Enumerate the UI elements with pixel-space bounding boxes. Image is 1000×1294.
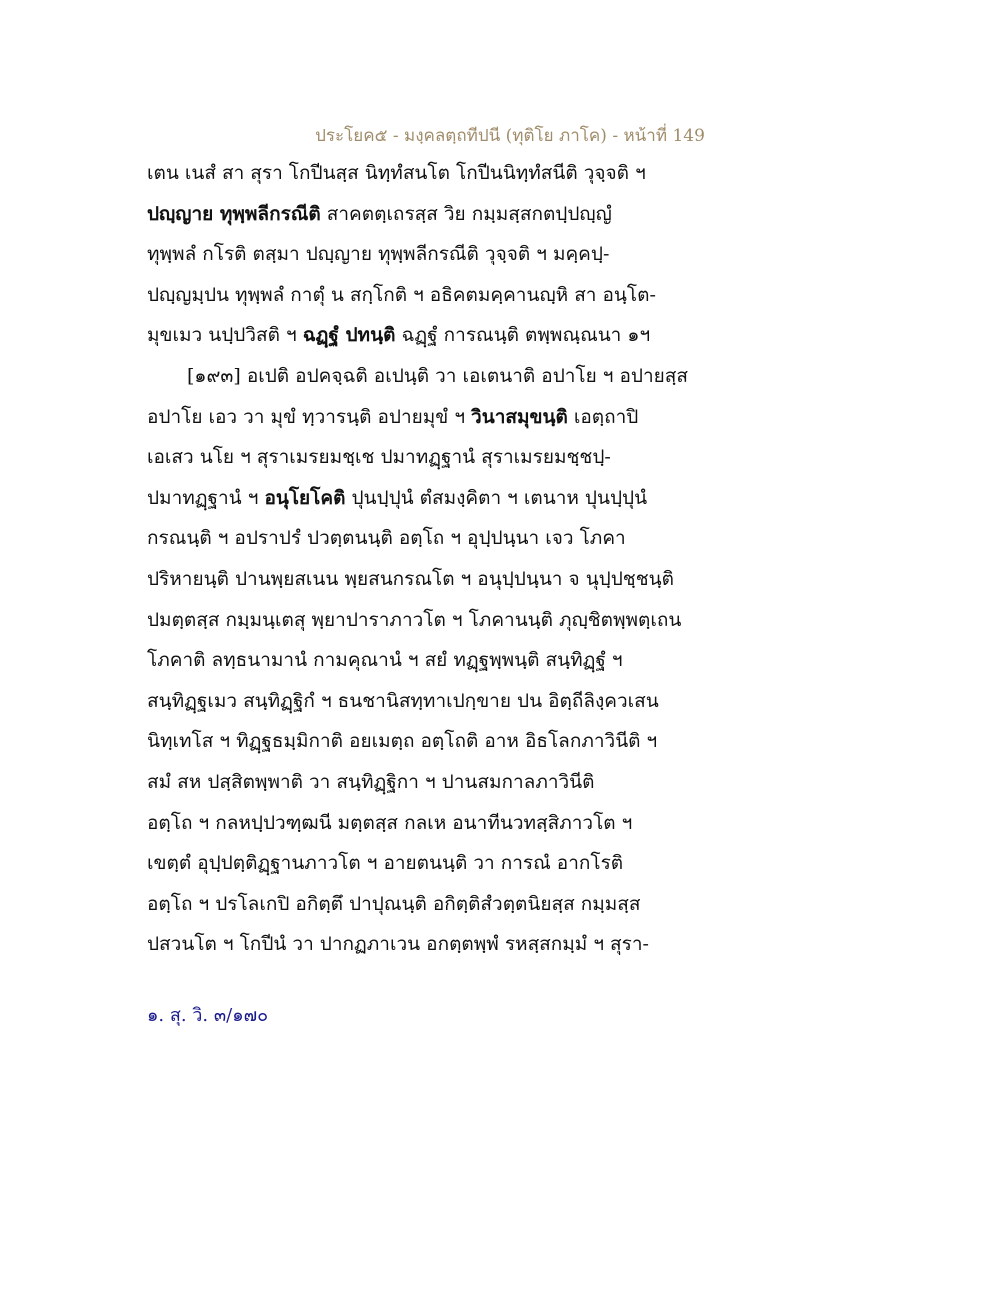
text-line — [147, 361, 713, 402]
text-segment: มุขเมว นปฺปวิสติ ฯ — [147, 324, 303, 347]
text-segment: สาคตตฺเถรสฺส วิย กมฺมสฺสกตปฺปญฺญํ — [320, 202, 612, 225]
text-segment: ฉฏฺฐํ การณนฺติ ตพฺพณฺณนา ๑ฯ — [395, 324, 651, 347]
text-line — [147, 686, 713, 727]
text-line — [147, 158, 713, 199]
text-segment: เอเสว นโย ฯ สุราเมรยมชฺเช ปมาทฏฺฐานํ สุราเมรยมชฺชปฺ- — [147, 446, 611, 469]
text-line — [147, 402, 713, 443]
text-segment: ปุนปฺปุนํ ตํสมงฺคิตา ฯ เตนาห ปุนปฺปุนํ — [345, 486, 648, 509]
text-line — [147, 320, 713, 361]
text-line — [147, 808, 713, 849]
text-line — [147, 280, 713, 321]
text-line — [147, 442, 713, 483]
text-segment: [๑๙๓] อเปติ อปคจฺฉติ อเปนฺติ วา เอเตนาติ อปาโย ฯ อปายสฺส — [187, 364, 688, 387]
text-line — [147, 605, 713, 646]
text-line — [147, 564, 713, 605]
text-segment: อตฺโถ ฯ กลหปฺปวฑฺฒนี มตฺตสฺส กลเห อนาทีนวทสฺสิภาวโต ฯ — [147, 811, 633, 834]
text-line — [147, 199, 713, 240]
text-segment: เขตฺตํ อุปฺปตฺติฏฺฐานภาวโต ฯ อายตนนฺติ วา การณํ อากโรติ — [147, 852, 624, 875]
text-segment: ปริหายนฺติ ปานพฺยสเนน พฺยสนกรณโต ฯ อนุปฺปนฺนา จ นุปฺปชฺชนฺติ — [147, 567, 674, 590]
text-segment: เอตฺถาปิ — [567, 405, 639, 428]
keyword-bold: อนุโยโคติ — [264, 486, 346, 509]
text-segment: สมํ สห ปสฺสิตพฺพาติ วา สนฺทิฏฺฐิกา ฯ ปานสมกาลภาวินีติ — [147, 770, 595, 793]
text-line — [147, 239, 713, 280]
text-line — [147, 889, 713, 930]
text-line — [147, 523, 713, 564]
text-line — [147, 767, 713, 808]
keyword-bold: วินาสมุขนฺติ — [471, 405, 568, 428]
text-segment: ปมตฺตสฺส กมฺมนฺเตสุ พฺยาปาราภาวโต ฯ โภคานนฺติ ภุญฺชิตพฺพตฺเถน — [147, 608, 682, 631]
text-segment: นิทฺเทโส ฯ ทิฏฺฐธมฺมิกาติ อยเมตฺถ อตฺโถติ อาห อิธโลกภาวินีติ ฯ — [147, 730, 658, 753]
text-line — [147, 929, 713, 970]
text-segment: ปสวนโต ฯ โกปีนํ วา ปากฏภาเวน อกตฺตพฺพํ รหสฺสกมฺมํ ฯ สุรา- — [147, 933, 649, 956]
text-segment: โภคาติ ลทฺธนามานํ กามคุณานํ ฯ สยํ ทฏฺฐพฺพนฺติ สนฺทิฏฺฐํ ฯ — [147, 649, 623, 672]
text-line — [147, 848, 713, 889]
text-segment: ทุพฺพลํ กโรติ ตสฺมา ปญฺญาย ทุพฺพลีกรณีติ วุจฺจติ ฯ มคฺคปฺ- — [147, 243, 610, 266]
body-text — [147, 158, 713, 970]
text-segment: ปมาทฏฺฐานํ ฯ — [147, 486, 265, 509]
page-header: ประโยค๕ - มงฺคลตฺถทีปนี (ทุติโย ภาโค) - หน้าที่ 149 — [315, 126, 705, 146]
keyword-bold: ฉฏฺฐํ ปทนฺติ — [302, 324, 396, 347]
text-line — [147, 645, 713, 686]
keyword-bold: ปญฺญาย ทุพฺพลีกรณีติ — [147, 202, 321, 225]
text-segment: ปญฺญมฺปน ทุพฺพลํ กาตุํ น สกฺโกติ ฯ อธิคตมคฺคานญฺหิ สา อนฺโต- — [147, 283, 656, 306]
footnote: ๑. สุ. วิ. ๓/๑๗๐ — [147, 1005, 269, 1026]
text-segment: อปาโย เอว วา มุขํ ทฺวารนฺติ อปายมุขํ ฯ — [147, 405, 472, 428]
text-line — [147, 726, 713, 767]
text-segment: สนฺทิฏฺฐเมว สนฺทิฏฺฐิกํ ฯ ธนชานิสทฺทาเปกฺขาย ปน อิตฺถีลิงฺควเสน — [147, 689, 659, 712]
text-line — [147, 483, 713, 524]
text-segment: อตฺโถ ฯ ปรโลเกปิ อกิตฺตึ ปาปุณนฺติ อกิตฺติสํวตฺตนิยสฺส กมฺมสฺส — [147, 892, 641, 915]
text-segment: กรณนฺติ ฯ อปราปรํ ปวตฺตนนฺติ อตฺโถ ฯ อุปฺปนฺนา เจว โภคา — [147, 527, 626, 550]
text-segment: เตน เนสํ สา สุรา โกปีนสฺส นิทฺทํสนโต โกปีนนิทฺทํสนีติ วุจฺจติ ฯ — [147, 162, 646, 184]
